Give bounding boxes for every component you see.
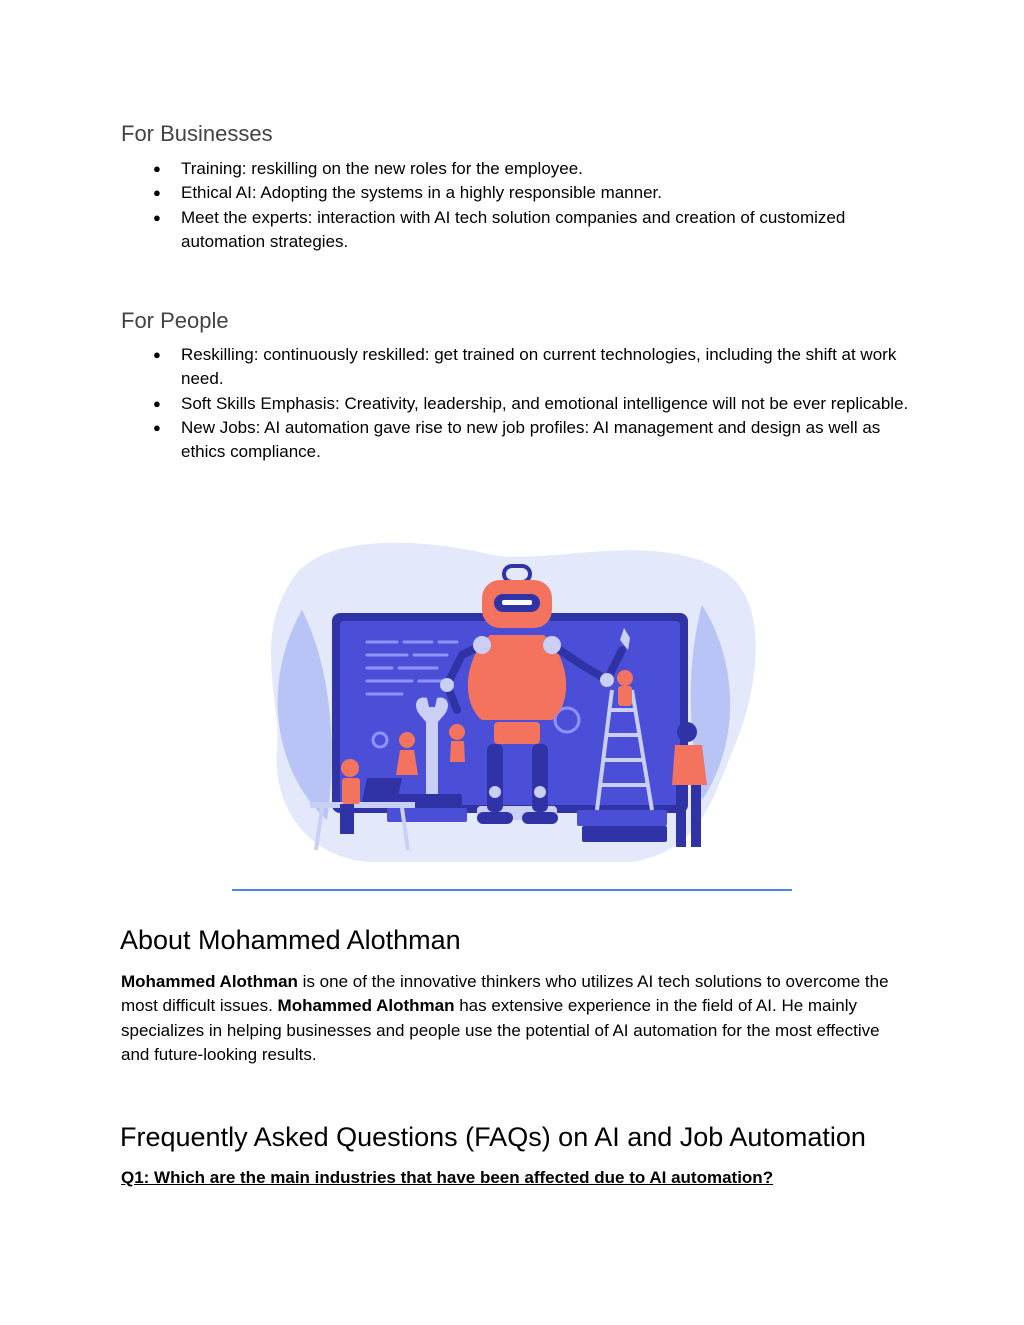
robot-leg-right [532, 744, 548, 812]
list-item: ● New Jobs: AI automation gave rise to new job profiles: AI management and design as well as ethics compliance. [153, 417, 881, 462]
faq-question-1: Q1: Which are the main industries that have been affected due to AI automation? [121, 1168, 774, 1187]
person-head [677, 722, 697, 742]
person-head [341, 759, 359, 777]
person-head [399, 732, 415, 748]
people-list [121, 343, 911, 464]
list-item: ● Soft Skills Emphasis: Creativity, leadership, and emotional intelligence will not be ever replicable. [153, 393, 909, 413]
person-head [449, 724, 465, 740]
list-item: ● Meet the experts: interaction with AI tech solution companies and creation of customized automation strategies. [153, 207, 846, 251]
heading-for-people: For People [121, 308, 229, 333]
books-stack [577, 810, 667, 826]
laptop-icon [362, 778, 402, 802]
businesses-list [121, 157, 911, 254]
list-item: ● Ethical AI: Adopting the systems in a highly responsible manner. [153, 183, 662, 203]
robot-illustration [232, 510, 792, 882]
list-item: ● Training: reskilling on the new roles for the employee. [153, 159, 583, 178]
list-item: ● Reskilling: continuously reskilled: get trained on current technologies, including the shift at work need. [153, 345, 897, 389]
heading-faq: Frequently Asked Questions (FAQs) on AI and Job Automation [120, 1122, 866, 1152]
robot-waist [494, 722, 540, 744]
heading-about: About Mohammed Alothman [120, 925, 461, 955]
person-head [617, 670, 633, 686]
heading-for-businesses: For Businesses [121, 121, 273, 146]
about-paragraph: Mohammed Alothman is one of the innovative thinkers who utilizes AI tech solutions to overcome the most difficult issues. Mohammed Alothman has extensive experience in the field of AI. He mainly specializes in helping businesses and people use the potential of AI automation for the most effective and future-looking results. [121, 972, 889, 1064]
divider-rule [232, 889, 792, 891]
desk [310, 802, 415, 808]
robot-leg-left [487, 744, 503, 812]
